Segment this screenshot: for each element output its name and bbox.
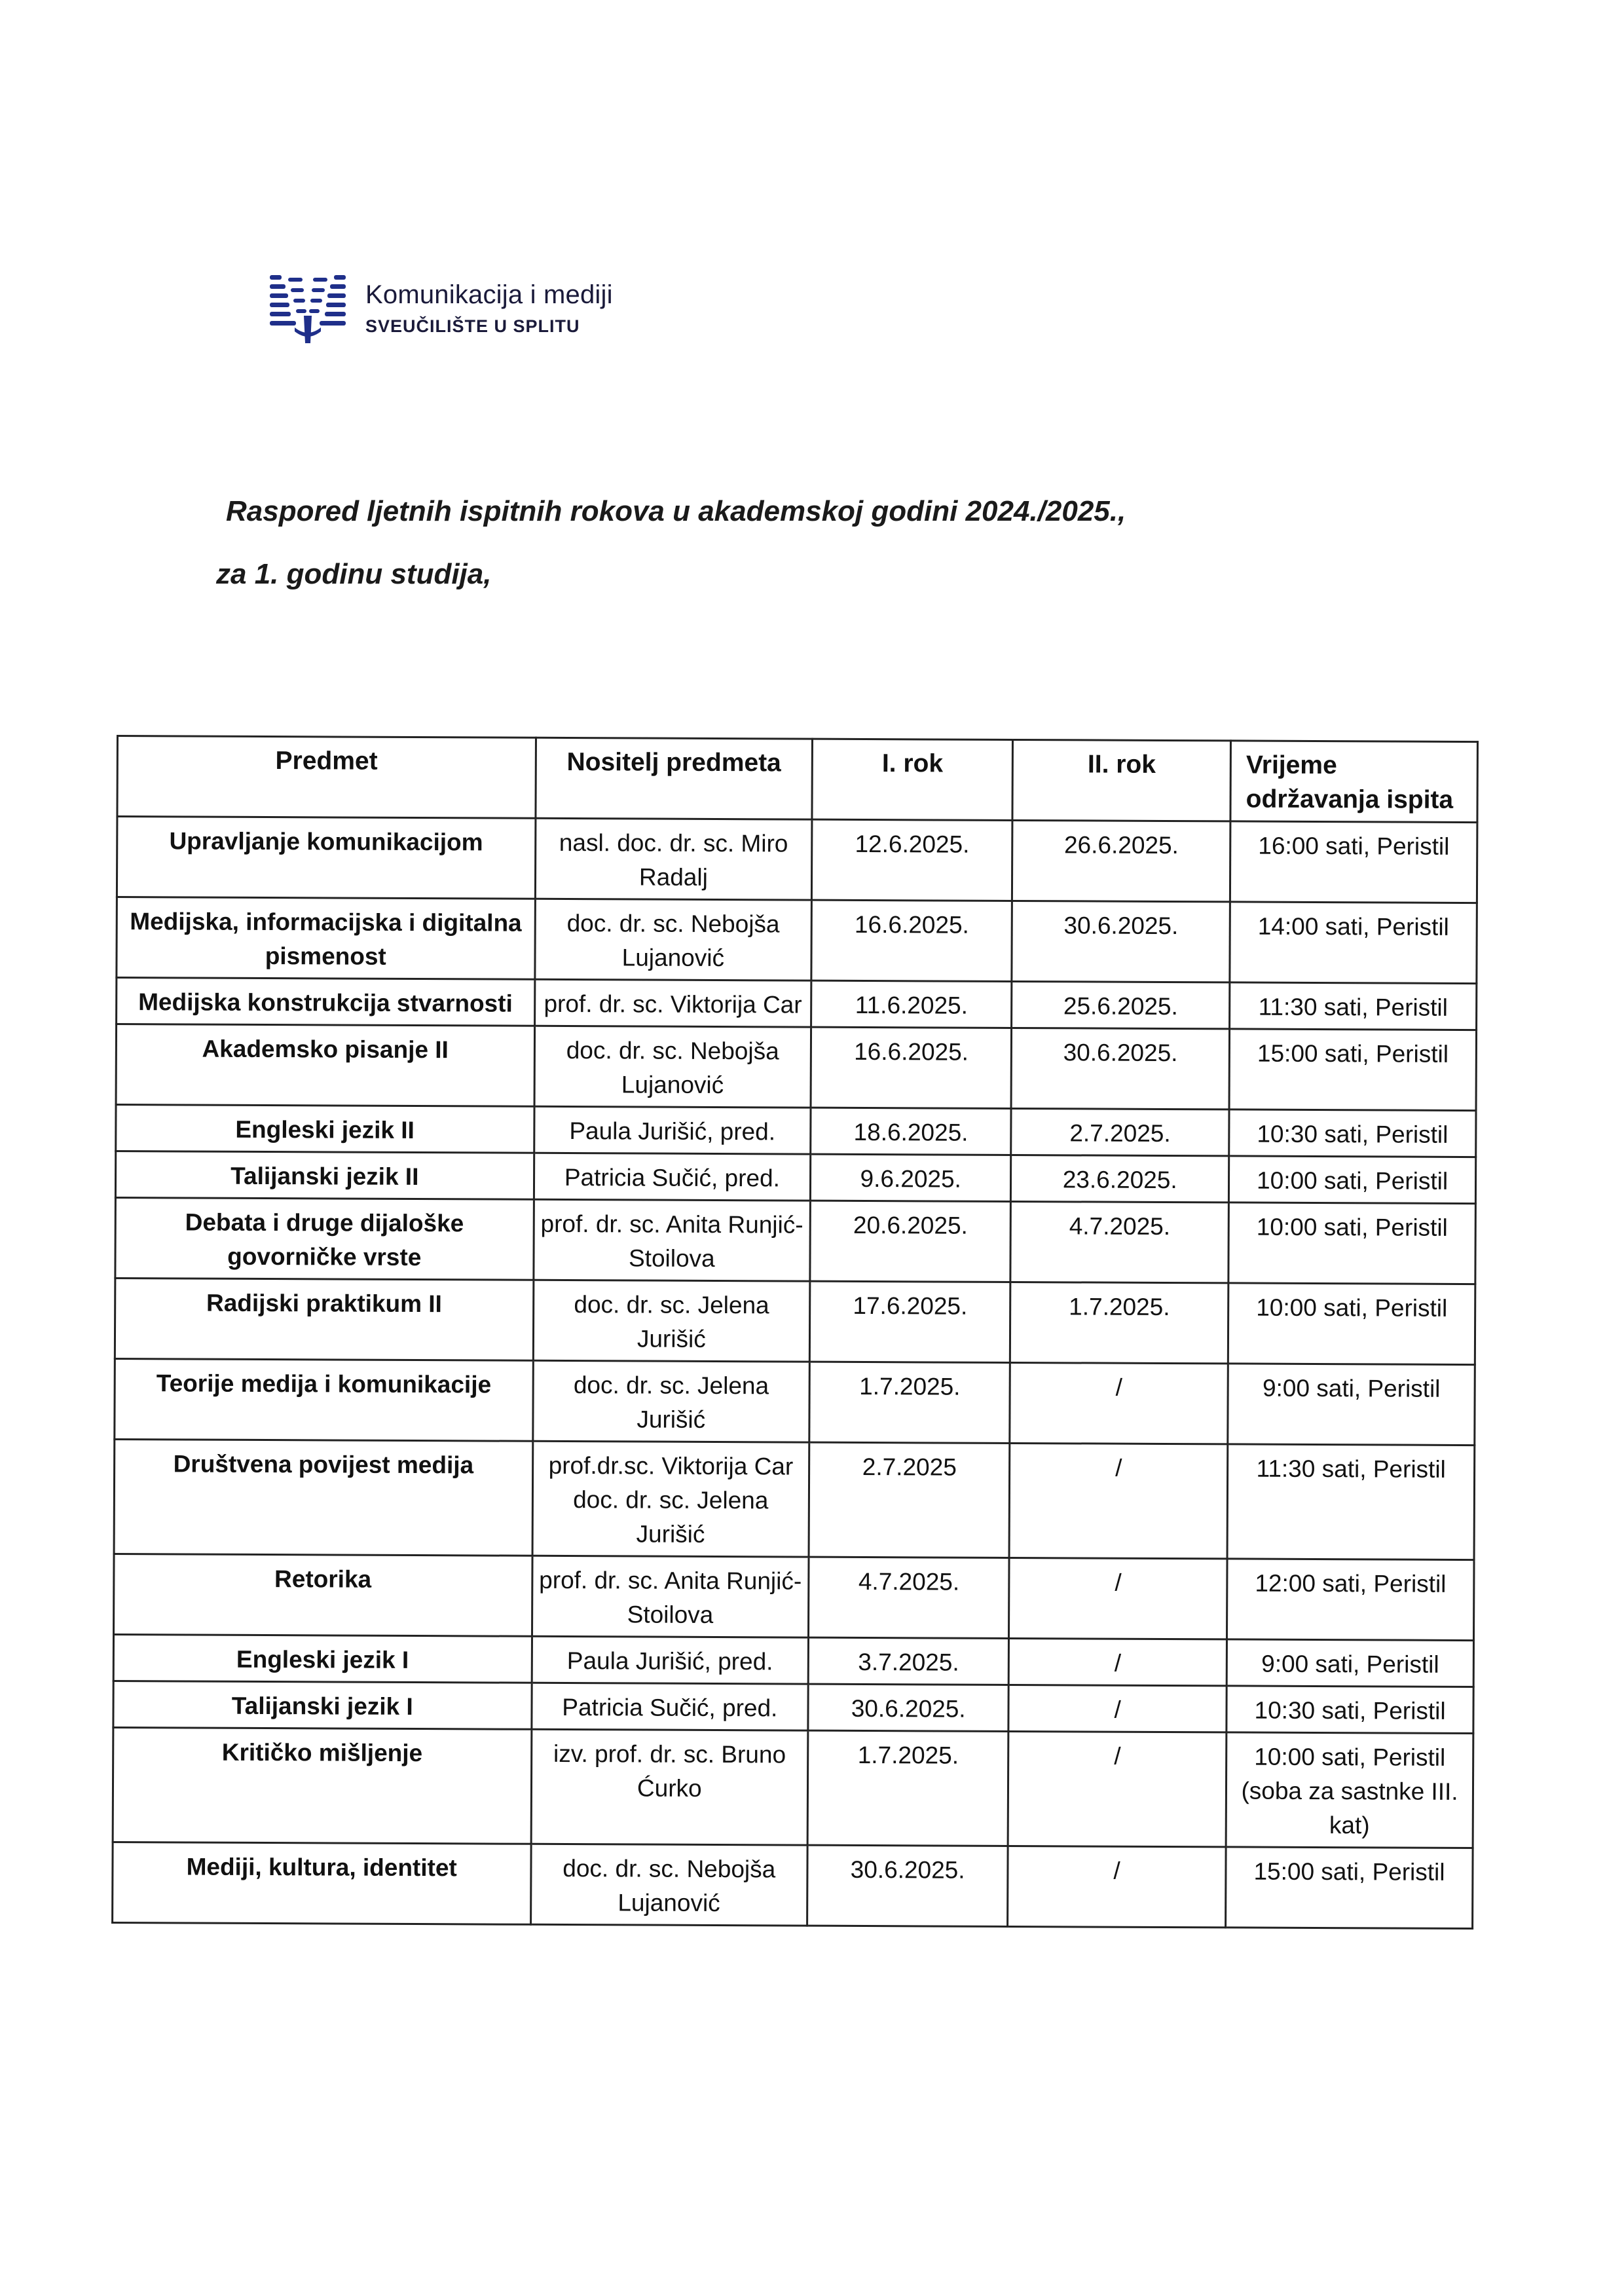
subject-cell: Upravljanje komunikacijom [117, 817, 535, 899]
subject-cell: Engleski jezik I [113, 1634, 532, 1683]
subject-cell: Mediji, kultura, identitet [113, 1842, 531, 1924]
lecturer-name: prof.dr.sc. Viktorija Car [548, 1451, 794, 1480]
lecturer-cell: Paula Jurišić, pred. [534, 1106, 811, 1154]
term1-cell: 30.6.2025. [808, 1684, 1008, 1731]
term2-cell: 23.6.2025. [1011, 1155, 1229, 1202]
table-row [115, 1278, 1475, 1364]
table-header-row [117, 736, 1478, 823]
term2-cell: / [1008, 1638, 1227, 1685]
table-row [113, 1842, 1473, 1928]
subject-cell: Radijski praktikum II [115, 1278, 533, 1360]
time-cell: 10:00 sati, Peristil [1229, 1156, 1476, 1204]
column-header-subject: Predmet [117, 736, 536, 819]
lecturer-cell: prof. dr. sc. Anita Runjić-Stoilova [532, 1556, 809, 1637]
table-row [114, 1439, 1475, 1559]
term2-cell: 26.6.2025. [1012, 820, 1230, 901]
term1-cell: 17.6.2025. [810, 1281, 1011, 1362]
term1-cell: 18.6.2025. [811, 1108, 1011, 1155]
term2-cell: 2.7.2025. [1011, 1108, 1229, 1155]
term1-cell: 1.7.2025. [809, 1362, 1010, 1443]
lecturer-cell: nasl. doc. dr. sc. Miro Radalj [535, 818, 812, 900]
subject-cell: Retorika [114, 1554, 532, 1636]
page-subtitle: za 1. godinu studija, [216, 558, 492, 590]
table-row [113, 1634, 1473, 1687]
page-title: Raspored ljetnih ispitnih rokova u akademskoj godini 2024./2025., [226, 495, 1126, 527]
term1-cell: 30.6.2025. [807, 1845, 1008, 1926]
time-cell: 12:00 sati, Peristil [1227, 1559, 1474, 1641]
term2-cell: 25.6.2025. [1012, 981, 1230, 1028]
term2-cell: / [1008, 1731, 1227, 1846]
column-header-lecturer: Nositelj predmeta [535, 737, 812, 819]
time-cell: 9:00 sati, Peristil [1227, 1639, 1473, 1687]
term1-cell: 3.7.2025. [808, 1637, 1008, 1685]
table-row [117, 817, 1477, 903]
column-header-term2: II. rok [1012, 739, 1230, 821]
lecturer-cell: doc. dr. sc. Nebojša Lujanović [534, 899, 811, 980]
table-row [117, 978, 1477, 1030]
term2-cell: / [1010, 1362, 1228, 1444]
term2-cell: 1.7.2025. [1010, 1282, 1228, 1363]
table-row [115, 1151, 1475, 1204]
time-cell: 10:00 sati, Peristil [1228, 1283, 1475, 1365]
term1-cell: 2.7.2025 [809, 1442, 1010, 1558]
table-row [114, 1554, 1475, 1640]
subject-cell: Kritičko mišljenje [113, 1727, 531, 1844]
exam-schedule-table [111, 735, 1479, 1930]
term2-cell: / [1009, 1558, 1227, 1639]
column-header-time: Vrijeme održavanja ispita [1230, 741, 1477, 823]
time-note: (soba za sastnke III. kat) [1241, 1777, 1458, 1839]
time-cell [1226, 1732, 1473, 1848]
time-cell: 15:00 sati, Peristil [1229, 1029, 1476, 1111]
logo-text [365, 280, 613, 337]
term1-cell: 16.6.2025. [811, 1027, 1012, 1108]
term2-cell: 30.6.2025. [1011, 1028, 1229, 1109]
term1-cell: 1.7.2025. [807, 1730, 1008, 1846]
term2-cell: / [1009, 1443, 1228, 1558]
table-row [117, 897, 1477, 984]
university-tree-logo-icon [268, 270, 347, 352]
lecturer-cell: izv. prof. dr. sc. Bruno Ćurko [531, 1729, 808, 1845]
table-row [113, 1727, 1473, 1848]
lecturer-name-second: doc. dr. sc. Jelena Jurišić [573, 1486, 769, 1548]
term2-cell: / [1008, 1685, 1227, 1732]
time-cell: 9:00 sati, Peristil [1228, 1364, 1475, 1446]
lecturer-cell: doc. dr. sc. Nebojša Lujanović [534, 1026, 811, 1108]
university-name: SVEUČILIŠTE U SPLITU [365, 316, 580, 336]
lecturer-cell: prof. dr. sc. Viktorija Car [534, 979, 811, 1027]
table-row [115, 1197, 1476, 1284]
subject-cell: Teorije medija i komunikacije [115, 1358, 533, 1441]
table-row [116, 1105, 1476, 1157]
subject-cell: Akademsko pisanje II [116, 1024, 534, 1107]
time-cell: 15:00 sati, Peristil [1226, 1847, 1473, 1929]
time-cell: 10:00 sati, Peristil [1228, 1203, 1475, 1284]
table-row [113, 1681, 1473, 1733]
lecturer-cell: Patricia Sučić, pred. [531, 1683, 808, 1730]
term1-cell: 4.7.2025. [809, 1557, 1010, 1638]
subject-cell: Medijska konstrukcija stvarnosti [117, 978, 535, 1026]
lecturer-cell: doc. dr. sc. Nebojša Lujanović [530, 1844, 807, 1926]
subject-cell: Talijanski jezik I [113, 1681, 532, 1729]
lecturer-cell: Patricia Sučić, pred. [534, 1153, 811, 1201]
subject-cell: Medijska, informacijska i digitalna pismenost [117, 897, 535, 980]
term2-cell: 30.6.2025. [1012, 901, 1230, 982]
org-name: Komunikacija i mediji [365, 280, 613, 309]
time-cell: 14:00 sati, Peristil [1230, 902, 1477, 984]
term1-cell: 12.6.2025. [812, 819, 1013, 901]
time-cell: 16:00 sati, Peristil [1230, 821, 1477, 903]
subject-cell: Talijanski jezik II [115, 1151, 534, 1200]
time-cell: 11:30 sati, Peristil [1227, 1444, 1475, 1560]
subject-cell: Debata i druge dijaloške govorničke vrste [115, 1197, 534, 1280]
lecturer-cell [532, 1441, 809, 1557]
time-cell: 11:30 sati, Peristil [1230, 982, 1477, 1030]
lecturer-cell: Paula Jurišić, pred. [532, 1636, 809, 1684]
table-row [116, 1024, 1477, 1111]
time-cell: 10:30 sati, Peristil [1227, 1686, 1473, 1734]
term2-cell: 4.7.2025. [1010, 1201, 1228, 1282]
subject-cell: Engleski jezik II [116, 1105, 534, 1153]
lecturer-cell: prof. dr. sc. Anita Runjić-Stoilova [533, 1199, 810, 1281]
lecturer-cell: doc. dr. sc. Jelena Jurišić [532, 1360, 809, 1442]
term2-cell: / [1008, 1846, 1226, 1927]
term1-cell: 11.6.2025. [811, 980, 1012, 1028]
term1-cell: 9.6.2025. [811, 1154, 1011, 1201]
column-header-term1: I. rok [812, 739, 1013, 820]
table-row [115, 1358, 1475, 1445]
time-value: 10:00 sati, Peristil [1254, 1743, 1446, 1771]
lecturer-cell: doc. dr. sc. Jelena Jurišić [533, 1280, 810, 1362]
header-logo [268, 270, 613, 352]
term1-cell: 20.6.2025. [810, 1201, 1011, 1282]
term1-cell: 16.6.2025. [811, 900, 1012, 981]
subject-cell: Društvena povijest medija [114, 1439, 532, 1556]
time-cell: 10:30 sati, Peristil [1229, 1110, 1476, 1157]
